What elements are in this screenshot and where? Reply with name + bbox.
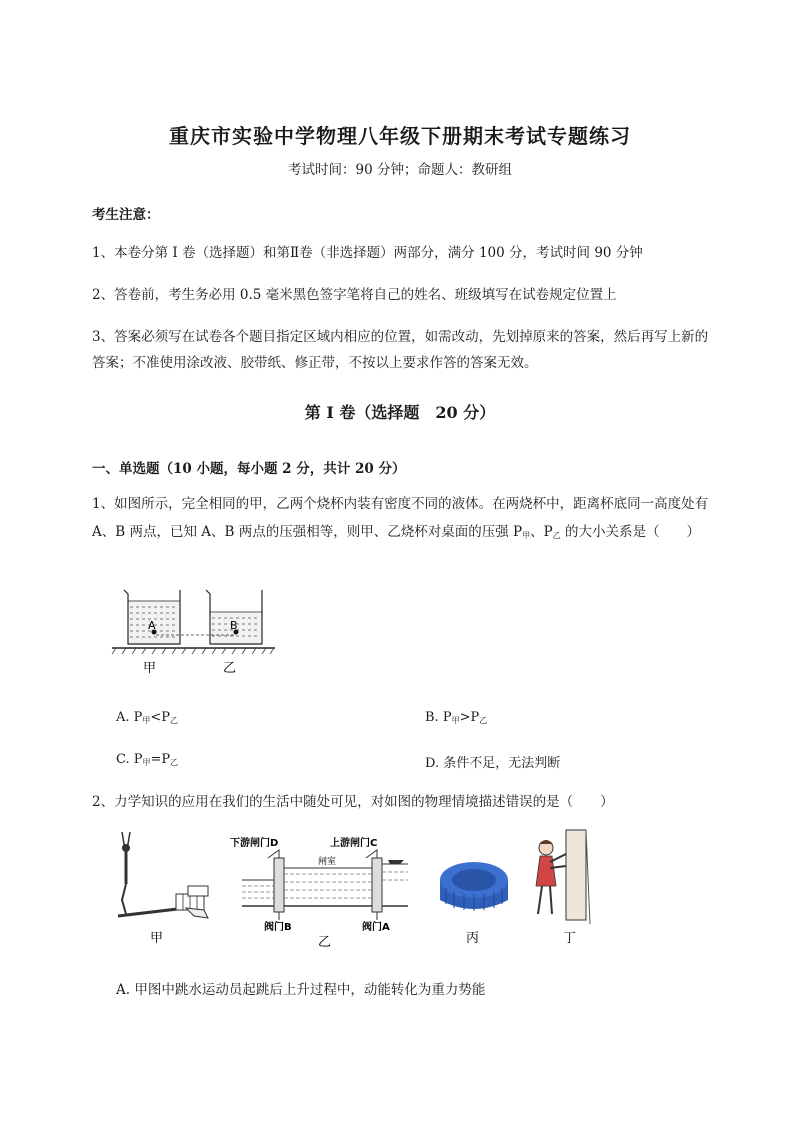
q1-option-c-sub2: 乙 (170, 758, 179, 767)
upstream-gate-label: 上游闸门C (330, 838, 378, 849)
notice-item-1: 1、本卷分第 I 卷（选择题）和第Ⅱ卷（非选择题）两部分，满分 100 分，考试时间 90 分钟 (92, 245, 643, 261)
q1-option-b-prefix: B. P (425, 710, 452, 725)
q1-option-b-rel: >P (459, 710, 480, 725)
beaker-jia-caption: 甲 (143, 661, 157, 676)
downstream-gate-label: 下游闸门D (230, 838, 279, 849)
q1-option-c-sub1: 甲 (142, 758, 151, 767)
q1-option-b[interactable] (425, 710, 487, 726)
q1-beakers-figure (110, 582, 280, 682)
section-title: 第 I 卷（选择题 20 分） (304, 403, 496, 422)
q1-option-d[interactable]: D. 条件不足，无法判断 (425, 756, 561, 771)
page-subtitle: 考试时间：90 分钟；命题人：教研组 (288, 162, 512, 178)
q1-option-b-sub2: 乙 (479, 716, 488, 725)
caption-yi: 乙 (318, 935, 332, 950)
point-a-label: A (148, 619, 156, 632)
q1-stem-part-b: 的大小关系是（ ） (560, 524, 700, 540)
wall-push-illustration (536, 830, 590, 946)
question-2-stem: 2、力学知识的应用在我们的生活中随处可见，对如图的物理情境描述错误的是（ ） (92, 794, 614, 810)
ship-lock-diagram (230, 836, 408, 950)
notice-heading: 考生注意： (92, 207, 160, 223)
q2-option-a[interactable]: A. 甲图中跳水运动员起跳后上升过程中，动能转化为重力势能 (116, 982, 486, 998)
q1-stem-mid: 、P (530, 524, 553, 540)
q1-option-c[interactable] (116, 752, 178, 768)
chamber-label: 闸室 (318, 857, 337, 867)
q2-figure-row (108, 828, 598, 950)
q1-option-a-sub2: 乙 (170, 716, 179, 725)
valve-a-label: 阀门A (362, 922, 390, 933)
beaker-yi (206, 590, 262, 644)
notice-item-2: 2、答卷前，考生务必用 0.5 毫米黑色签字笔将自己的姓名、班级填写在试卷规定位置上 (92, 287, 617, 303)
question-1-stem (92, 490, 712, 550)
diver-illustration (118, 832, 208, 946)
q1-option-c-prefix: C. P (116, 752, 143, 767)
q1-option-a[interactable] (116, 710, 178, 726)
q1-sub-jia: 甲 (522, 531, 531, 540)
q1-option-a-rel: <P (150, 710, 171, 725)
q1-sub-yi: 乙 (552, 531, 561, 540)
q1-stem-part-a: 1、如图所示，完全相同的甲，乙两个烧杯内装有密度不同的液体。在两烧杯中，距离杯底同一高度处有 A、B 两点，已知 A、B 两点的压强相等，则甲、乙烧杯对桌面的压强 P (92, 496, 709, 540)
point-b-label: B (230, 619, 238, 632)
caption-ding: 丁 (563, 931, 577, 946)
q1-option-b-sub1: 甲 (451, 716, 460, 725)
beaker-yi-caption: 乙 (223, 661, 237, 676)
page-title: 重庆市实验中学物理八年级下册期末考试专题练习 (169, 124, 631, 148)
notice-item-3: 3、答案必须写在试卷各个题目指定区域内相应的位置，如需改动，先划掉原来的答案，然后再写上新的答案；不准使用涂改液、胶带纸、修正带，不按以上要求作答的答案无效。 (92, 329, 709, 371)
beaker-jia (124, 590, 180, 644)
bottle-cap-illustration (440, 862, 508, 946)
q1-option-a-sub1: 甲 (142, 716, 151, 725)
valve-b-label: 阀门B (264, 922, 292, 933)
q1-option-c-rel: =P (150, 752, 171, 767)
q1-option-a-prefix: A. P (116, 710, 143, 725)
caption-bing: 丙 (466, 931, 480, 946)
part-title: 一、单选题（10 小题，每小题 2 分，共计 20 分） (92, 461, 406, 477)
caption-jia: 甲 (150, 931, 164, 946)
